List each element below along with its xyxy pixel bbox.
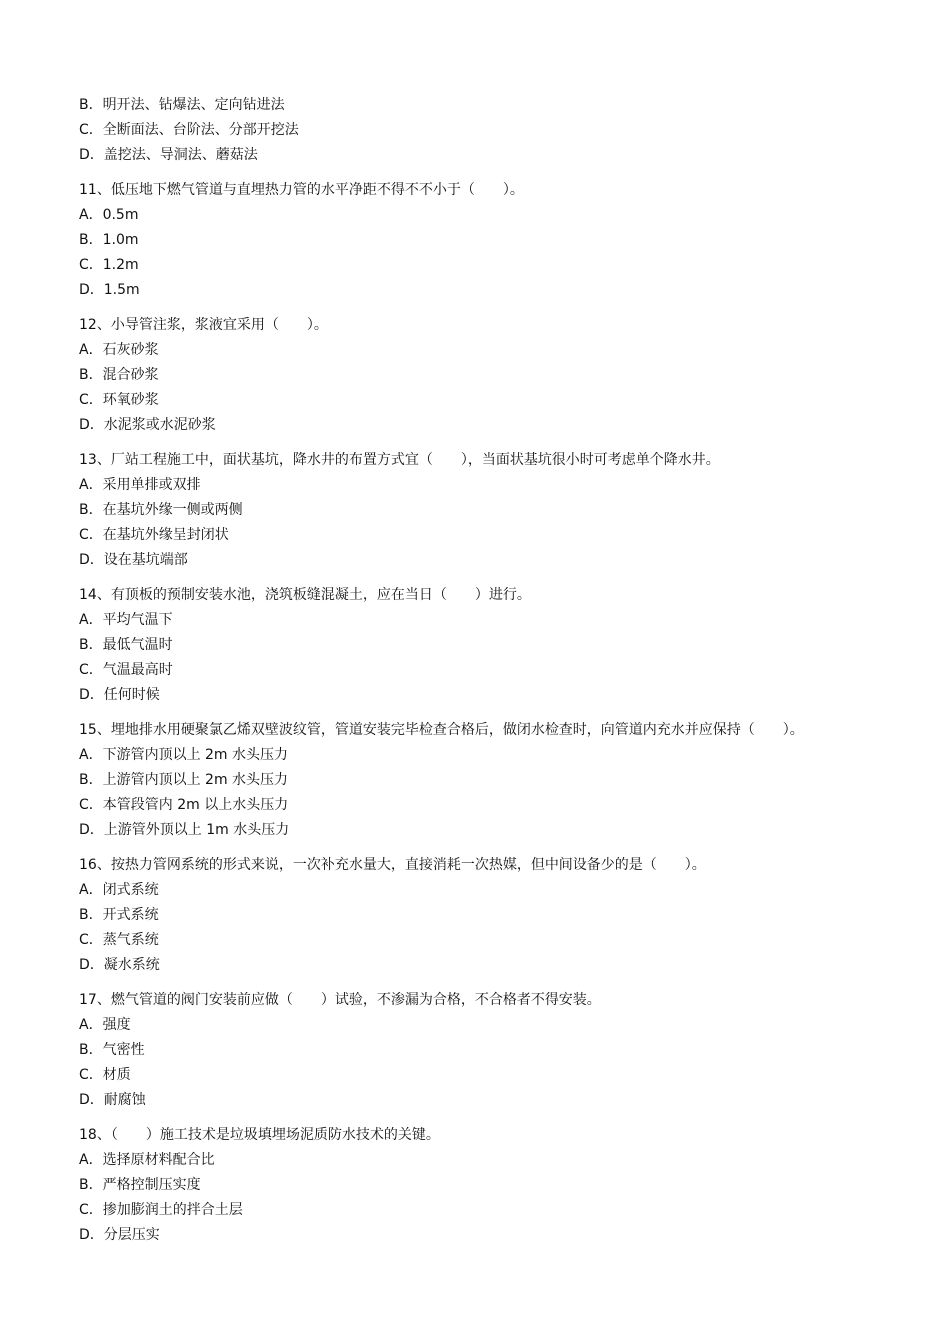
question-stem: 11、低压地下燃气管道与直埋热力管的水平净距不得不不小于（ ）。 xyxy=(79,182,524,198)
question-16 xyxy=(79,853,919,978)
question-12 xyxy=(79,313,919,438)
option-a: A．石灰砂浆 xyxy=(79,342,159,358)
option-a: A．下游管内顶以上 2m 水头压力 xyxy=(79,747,289,763)
question-11 xyxy=(79,178,919,303)
option-a: A．0.5m xyxy=(79,207,139,223)
option-d: D．设在基坑端部 xyxy=(79,552,188,568)
question-stem: 16、按热力管网系统的形式来说，一次补充水量大，直接消耗一次热媒，但中间设备少的是（ ）。 xyxy=(79,857,706,873)
option-c: C．掺加膨润土的拌合土层 xyxy=(79,1202,243,1218)
option-a: A．闭式系统 xyxy=(79,882,159,898)
option-b: B．气密性 xyxy=(79,1042,145,1058)
option-c: C．气温最高时 xyxy=(79,662,173,678)
option-c: C．环氧砂浆 xyxy=(79,392,159,408)
question-13 xyxy=(79,448,919,573)
option-b: B．开式系统 xyxy=(79,907,159,923)
option-a: A．平均气温下 xyxy=(79,612,173,628)
option-c: C．本管段管内 2m 以上水头压力 xyxy=(79,797,289,813)
question-list xyxy=(79,93,919,1248)
question-stem: 12、小导管注浆，浆液宜采用（ ）。 xyxy=(79,317,328,333)
question-18 xyxy=(79,1123,919,1248)
option-d: D．水泥浆或水泥砂浆 xyxy=(79,417,216,433)
question-14 xyxy=(79,583,919,708)
option: C．全断面法、台阶法、分部开挖法 xyxy=(79,122,299,138)
option-a: A．采用单排或双排 xyxy=(79,477,201,493)
option-a: A．强度 xyxy=(79,1017,131,1033)
option-b: B．混合砂浆 xyxy=(79,367,159,383)
question-stem: 18、（ ）施工技术是垃圾填埋场泥质防水技术的关键。 xyxy=(79,1127,440,1143)
option-c: C．蒸气系统 xyxy=(79,932,159,948)
option-b: B．在基坑外缘一侧或两侧 xyxy=(79,502,243,518)
option-b: B．1.0m xyxy=(79,232,139,248)
option-c: C．材质 xyxy=(79,1067,131,1083)
option-c: C．1.2m xyxy=(79,257,139,273)
question-stem: 17、燃气管道的阀门安装前应做（ ）试验，不渗漏为合格，不合格者不得安装。 xyxy=(79,992,601,1008)
question-17 xyxy=(79,988,919,1113)
option-b: B．严格控制压实度 xyxy=(79,1177,201,1193)
option: B．明开法、钻爆法、定向钻进法 xyxy=(79,97,285,113)
option-d: D．1.5m xyxy=(79,282,140,298)
option: D．盖挖法、导洞法、蘑菇法 xyxy=(79,147,258,163)
question-stem: 14、有顶板的预制安装水池，浇筑板缝混凝土，应在当日（ ）进行。 xyxy=(79,587,531,603)
option-d: D．任何时候 xyxy=(79,687,160,703)
option-c: C．在基坑外缘呈封闭状 xyxy=(79,527,229,543)
question-15 xyxy=(79,718,919,843)
option-a: A．选择原材料配合比 xyxy=(79,1152,215,1168)
option-b: B．最低气温时 xyxy=(79,637,173,653)
option-d: D．耐腐蚀 xyxy=(79,1092,146,1108)
question-stem: 13、厂站工程施工中，面状基坑，降水井的布置方式宜（ ），当面状基坑很小时可考虑单个降水井。 xyxy=(79,452,720,468)
option-d: D．分层压实 xyxy=(79,1227,160,1243)
option-d: D．凝水系统 xyxy=(79,957,160,973)
question-stem: 15、埋地排水用硬聚氯乙烯双壁波纹管，管道安装完毕检查合格后，做闭水检查时，向管道内充水并应保持（ ）。 xyxy=(79,722,804,738)
option-d: D．上游管外顶以上 1m 水头压力 xyxy=(79,822,290,838)
option-b: B．上游管内顶以上 2m 水头压力 xyxy=(79,772,289,788)
leading-options xyxy=(79,93,919,168)
